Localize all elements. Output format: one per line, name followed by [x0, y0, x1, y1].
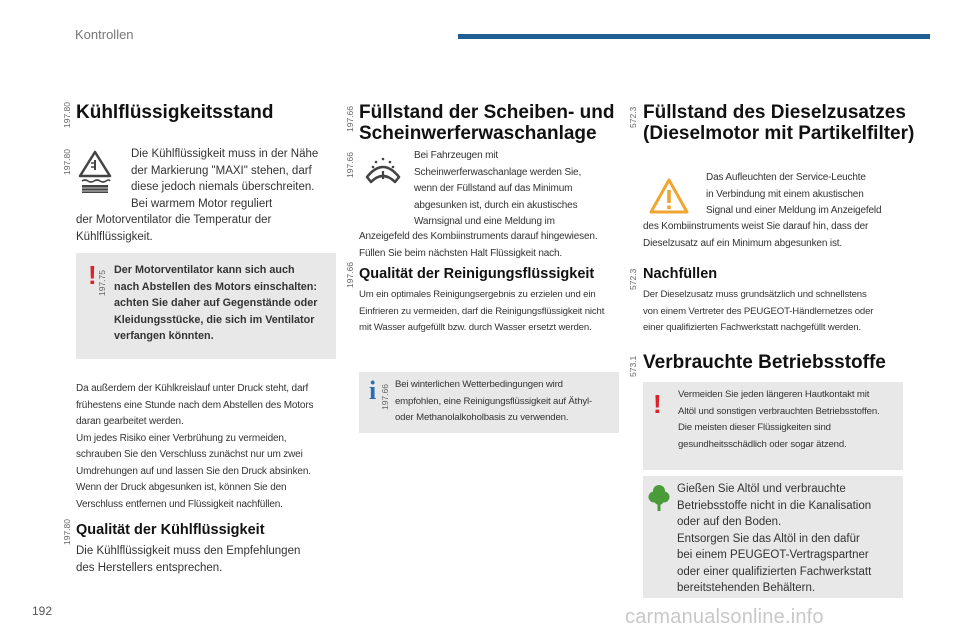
text-line: Wenn der Druck abgesunken ist, können Sie den [76, 482, 287, 493]
text-line: Scheinwerferwaschanlage werden Sie, [414, 166, 582, 178]
diesel-intro-cont [643, 219, 908, 252]
text-line: Bei winterlichen Wetterbedingungen wird [395, 379, 563, 390]
ref-code: 197.66 [345, 152, 355, 178]
refill-title: Nachfüllen [643, 266, 718, 282]
text-line: Da außerdem der Kühlkreislauf unter Druck steht, darf [76, 383, 309, 394]
text-line: einer qualifizierten Fachwerkstatt nachgefüllt werden. [643, 322, 862, 333]
text-line: Der Motorventilator kann sich auch [114, 264, 295, 276]
text-line: frühestens eine Stunde nach dem Abstellen des Motors [76, 399, 314, 411]
text-line: Kleidungsstücke, die sich im Ventilator [114, 313, 315, 326]
text-line: Vermeiden Sie jeden längeren Hautkontakt mit [678, 389, 870, 400]
text-line: nach Abstellen des Motors einschalten: [114, 280, 317, 293]
text-line: Signal und einer Meldung im Anzeigefeld [706, 205, 882, 216]
text-line: Betriebsstoffe nicht in die Kanalisation [677, 499, 872, 512]
text-line: Um jedes Risiko einer Verbrühung zu vermeiden, [76, 432, 287, 444]
coolant-body [76, 381, 341, 513]
ref-code: 197.75 [97, 270, 107, 296]
coolant-intro [131, 146, 318, 212]
text-line: des Herstellers entsprechen. [76, 561, 223, 574]
text-line: Dieselzusatz auf ein Minimum abgesunken ist. [643, 237, 843, 249]
ref-code: 197.80 [62, 519, 72, 545]
text-line: Der Dieselzusatz muss grundsätzlich und schnellstens [643, 289, 867, 300]
text-line: Kühlflüssigkeit. [76, 230, 153, 243]
washer-intro [414, 148, 614, 231]
coolant-intro-cont [76, 212, 271, 245]
ref-code: 197.80 [62, 102, 72, 128]
header-bar [458, 34, 930, 39]
coolant-level-icon [78, 150, 112, 194]
diesel-intro [706, 170, 906, 220]
text-line: Bei Fahrzeugen mit [414, 150, 499, 161]
text-line: Bei warmem Motor reguliert [131, 197, 273, 210]
title-line: Füllstand der Scheiben- und [359, 102, 615, 123]
diesel-additive-title [643, 102, 914, 144]
washer-intro-cont [359, 229, 624, 262]
washer-title [359, 102, 614, 144]
eco-disposal-text [677, 481, 901, 597]
fan-warning-text [114, 262, 334, 345]
warning-icon: ! [88, 260, 97, 290]
text-line: abgesunken ist, durch ein akustisches [414, 199, 578, 211]
ref-code: 197.66 [345, 262, 355, 288]
text-line: Einfrieren zu vermeiden, darf die Reinigungsflüssigkeit nicht [359, 305, 605, 317]
text-line: daran gearbeitet werden. [76, 416, 184, 427]
info-icon: i [369, 376, 377, 405]
eco-tree-icon [648, 484, 670, 512]
text-line: des Kombiinstruments weist Sie darauf hin, dass der [643, 221, 869, 232]
text-line: von einem Vertreter des PEUGEOT-Händlernetzes oder [643, 305, 874, 317]
text-line: Um ein optimales Reinigungsergebnis zu erzielen und ein [359, 289, 596, 300]
text-line: bei einem PEUGEOT-Vertragspartner [677, 549, 869, 561]
text-line: oder auf den Boden. [677, 516, 782, 528]
text-line: Umdrehungen auf und lassen Sie den Druck absinken. [76, 465, 311, 477]
text-line: wenn der Füllstand auf das Minimum [414, 183, 573, 194]
text-line: Die Kühlflüssigkeit muss in der Nähe [131, 148, 319, 160]
used-fluids-title: Verbrauchte Betriebsstoffe [643, 352, 886, 373]
coolant-quality-text [76, 543, 300, 576]
text-line: Warnsignal und eine Meldung im [414, 216, 555, 227]
cleaning-fluid-quality-title: Qualität der Reinigungsflüssigkeit [359, 266, 595, 282]
text-line: der Motorventilator die Temperatur der [76, 214, 272, 226]
text-line: Das Aufleuchten der Service-Leuchte [706, 172, 866, 183]
skin-contact-warning-text [678, 387, 900, 453]
text-line: Anzeigefeld des Kombiinstruments darauf hingewiesen. [359, 231, 598, 242]
ref-code: 572.3 [628, 106, 638, 128]
service-warning-triangle-icon [648, 177, 690, 215]
text-line: Altöl und sonstigen verbrauchten Betriebsstoffen. [678, 405, 880, 417]
text-line: achten Sie daher auf Gegenstände oder [114, 297, 318, 309]
title-line: (Dieselmotor mit Partikelfilter) [643, 123, 915, 144]
text-line: Die meisten dieser Flüssigkeiten sind [678, 422, 831, 433]
ref-code: 573.1 [628, 355, 638, 377]
title-line: Füllstand des Dieselzusatzes [643, 102, 906, 123]
text-line: bereitstehenden Behältern. [677, 582, 816, 594]
text-line: mit Wasser aufgefüllt bzw. durch Wasser ersetzt werden. [359, 322, 592, 333]
text-line: Füllen Sie beim nächsten Halt Flüssigkeit nach. [359, 247, 563, 259]
page-number: 192 [32, 604, 53, 618]
coolant-quality-title: Qualität der Kühlflüssigkeit [76, 522, 265, 538]
header-title: Kontrollen [75, 27, 134, 42]
ref-code: 197.66 [345, 106, 355, 132]
watermark: carmanualsonline.info [625, 606, 824, 628]
refill-text [643, 287, 908, 337]
text-line: schrauben Sie den Verschluss zunächst nur um zwei [76, 449, 303, 460]
text-line: Entsorgen Sie das Altöl in den dafür [677, 532, 860, 545]
text-line: der Markierung "MAXI" stehen, darf [131, 164, 312, 177]
text-line: verfangen könnten. [114, 330, 214, 342]
text-line: Gießen Sie Altöl und verbrauchte [677, 483, 846, 495]
ref-code: 197.80 [62, 149, 72, 175]
washer-fluid-icon [364, 153, 402, 189]
text-line: Die Kühlflüssigkeit muss den Empfehlungen [76, 545, 301, 557]
ref-code: 572.3 [628, 268, 638, 290]
cleaning-fluid-quality-text [359, 287, 624, 337]
text-line: oder Methanolalkoholbasis zu verwenden. [395, 412, 569, 423]
warning-icon: ! [653, 389, 662, 419]
text-line: diese jedoch niemals überschreiten. [131, 181, 315, 193]
ref-code: 197.66 [380, 384, 390, 410]
text-line: oder einer qualifizierten Fachwerkstatt [677, 565, 872, 578]
winter-info-text [395, 377, 617, 427]
text-line: in Verbindung mit einem akustischen [706, 188, 864, 200]
coolant-level-title: Kühlflüssigkeitsstand [76, 102, 274, 123]
text-line: Verschluss entfernen und Flüssigkeit nachfüllen. [76, 498, 283, 510]
text-line: gesundheitsschädlich oder sogar ätzend. [678, 438, 847, 450]
text-line: empfohlen, eine Reinigungsflüssigkeit auf Äthyl- [395, 395, 593, 407]
title-line: Scheinwerferwaschanlage [359, 123, 597, 144]
